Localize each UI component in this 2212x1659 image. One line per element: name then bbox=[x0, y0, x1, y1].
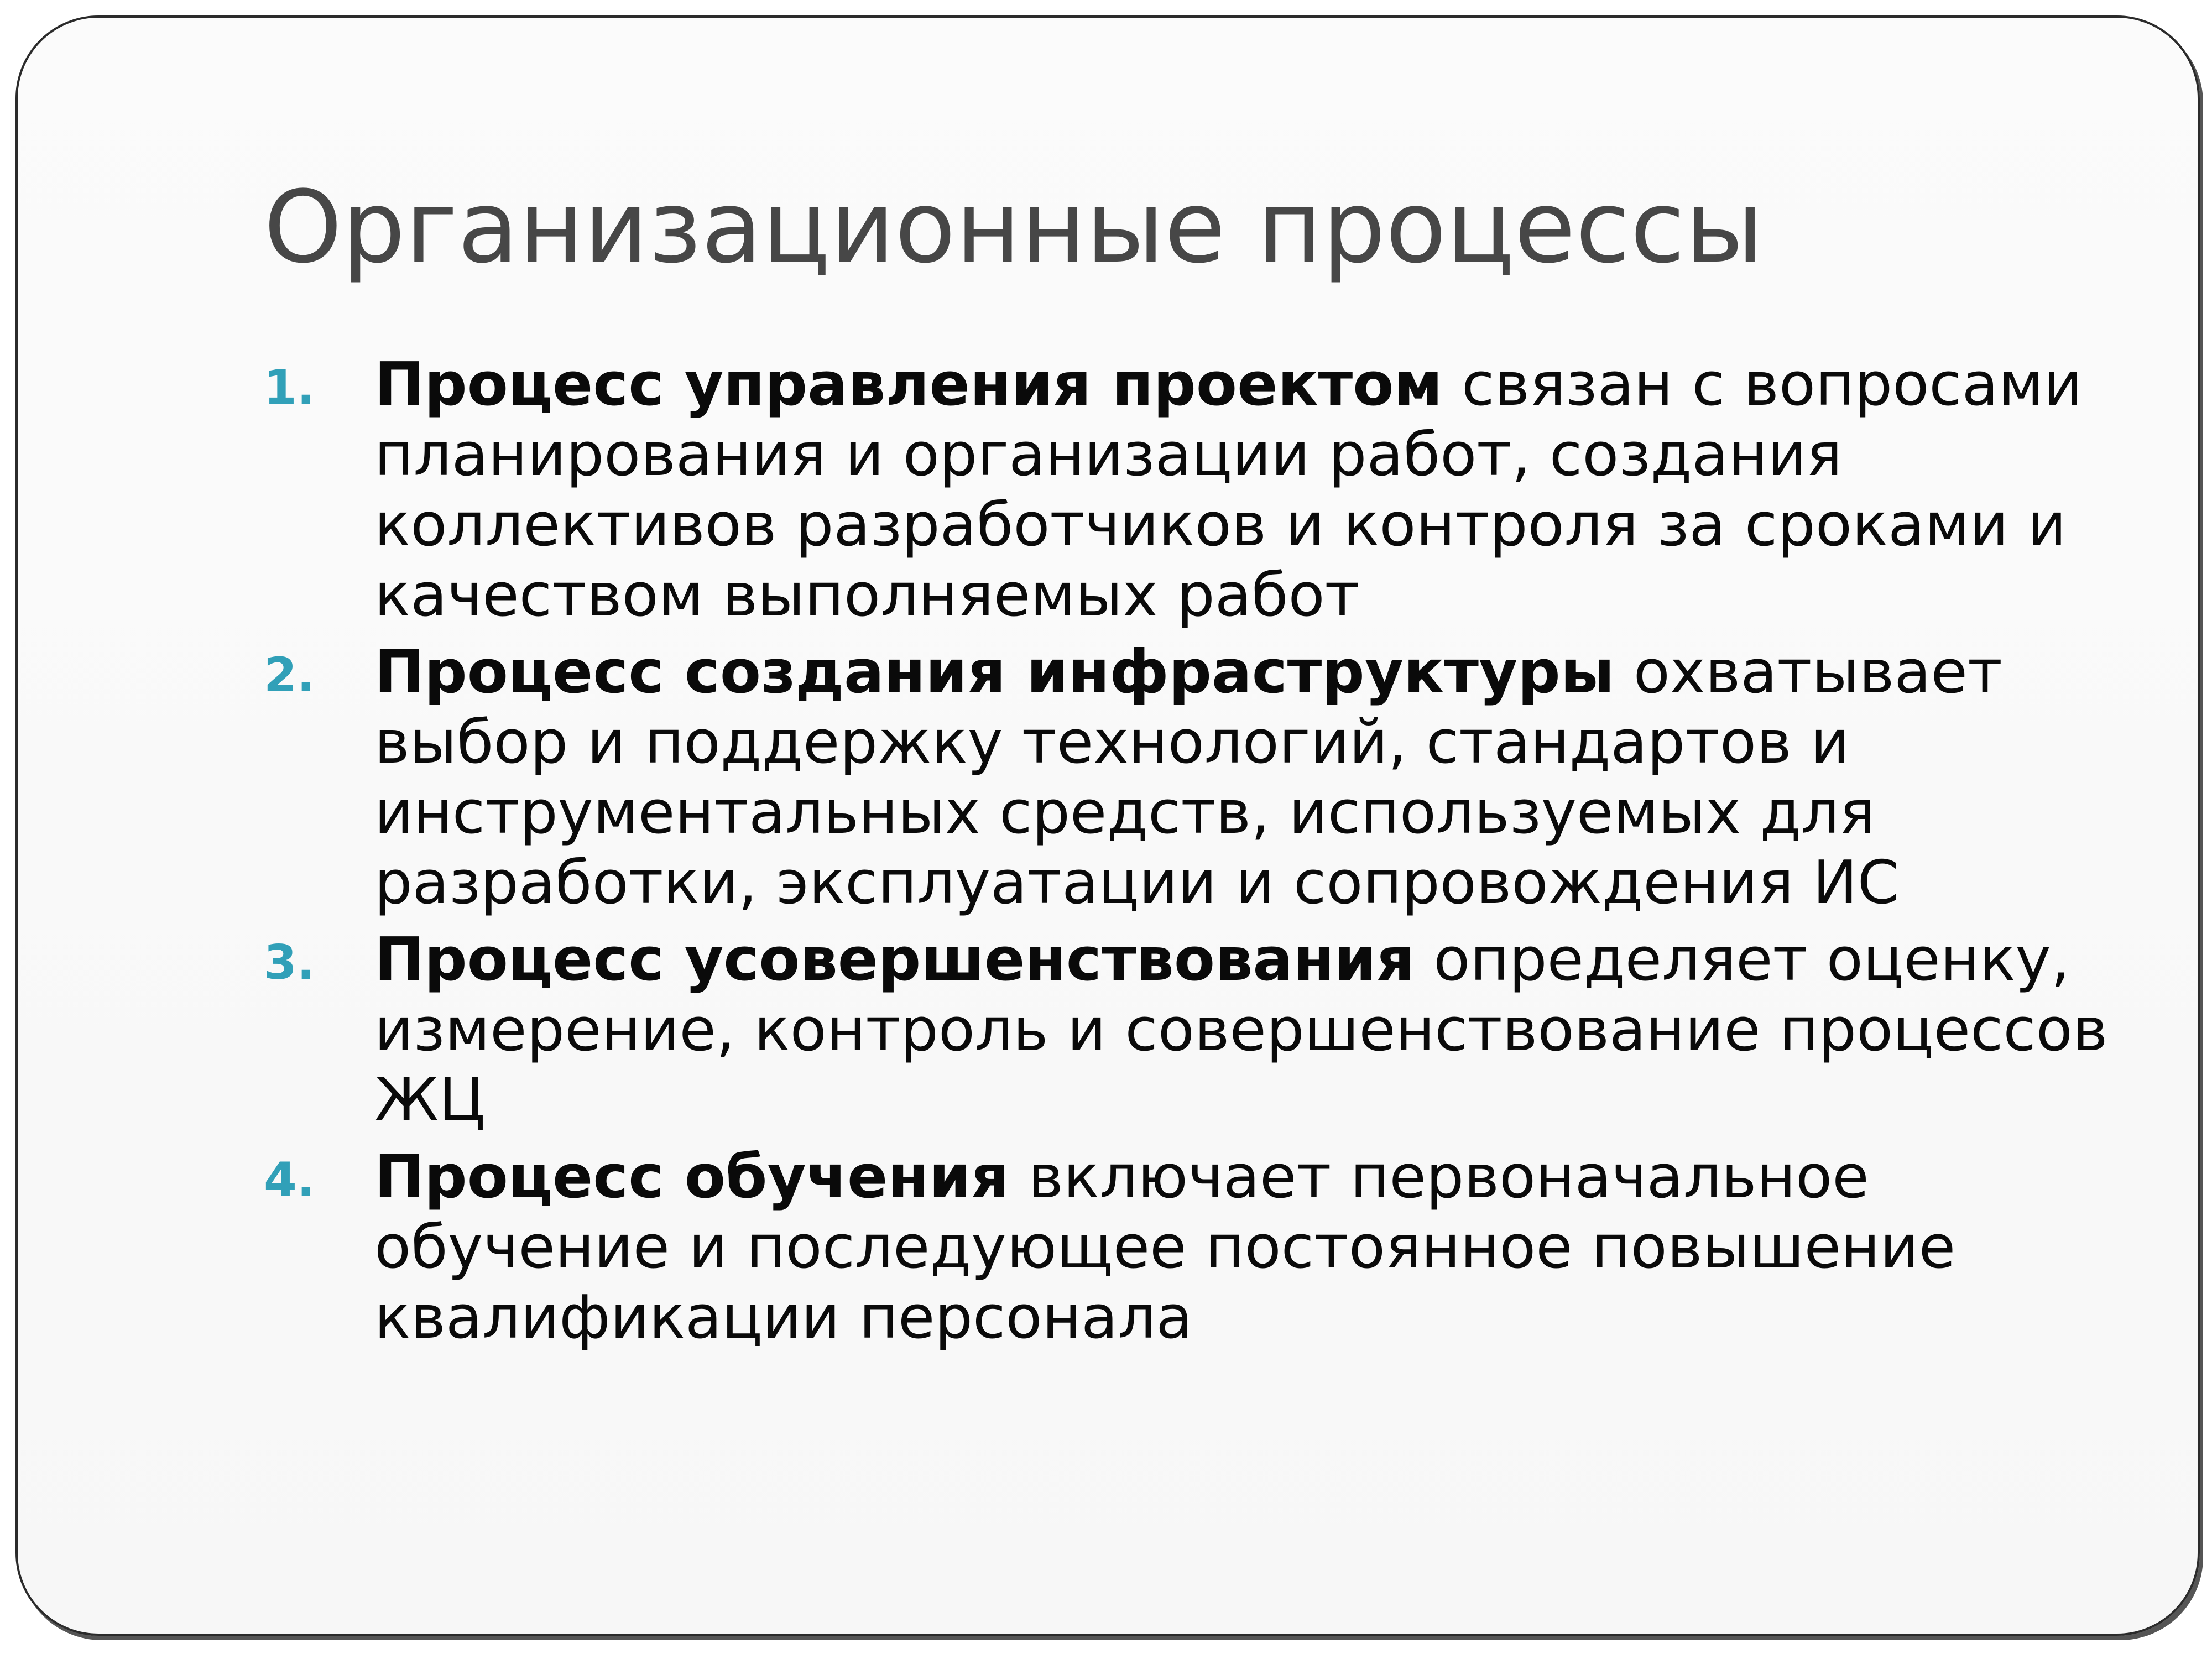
item-body-text: включает первоначальное обучение и последующее постоянное повышение квалификации персонала bbox=[374, 1142, 1956, 1352]
item-lead-text: Процесс обучения bbox=[374, 1142, 1009, 1212]
list-number: 3. bbox=[264, 935, 315, 990]
list-item bbox=[264, 349, 2155, 630]
list-item bbox=[264, 925, 2155, 1135]
process-list bbox=[264, 349, 2155, 1359]
item-lead-text: Процесс управления проектом bbox=[374, 350, 1443, 419]
slide-frame bbox=[15, 15, 2200, 1636]
item-body-text: охватывает выбор и поддержку технологий, стандартов и инструментальных средств, используемых для разработки, эксплуатации и сопровождения ИС bbox=[374, 638, 2002, 917]
item-lead-text: Процесс создания инфраструктуры bbox=[374, 638, 1615, 707]
item-body-text: определяет оценку, измерение, контроль и совершенствование процессов ЖЦ bbox=[374, 925, 2108, 1135]
list-number: 1. bbox=[264, 360, 315, 415]
list-item bbox=[264, 1142, 2155, 1353]
list-item bbox=[264, 637, 2155, 918]
slide-title: Организационные процессы bbox=[264, 170, 1764, 285]
item-lead-text: Процесс усовершенствования bbox=[374, 925, 1415, 994]
list-number: 4. bbox=[264, 1152, 315, 1208]
item-body-text: связан с вопросами планирования и организации работ, создания коллективов разработчиков и контроля за сроками и качеством выполняемых работ bbox=[374, 350, 2083, 630]
list-number: 2. bbox=[264, 648, 315, 703]
